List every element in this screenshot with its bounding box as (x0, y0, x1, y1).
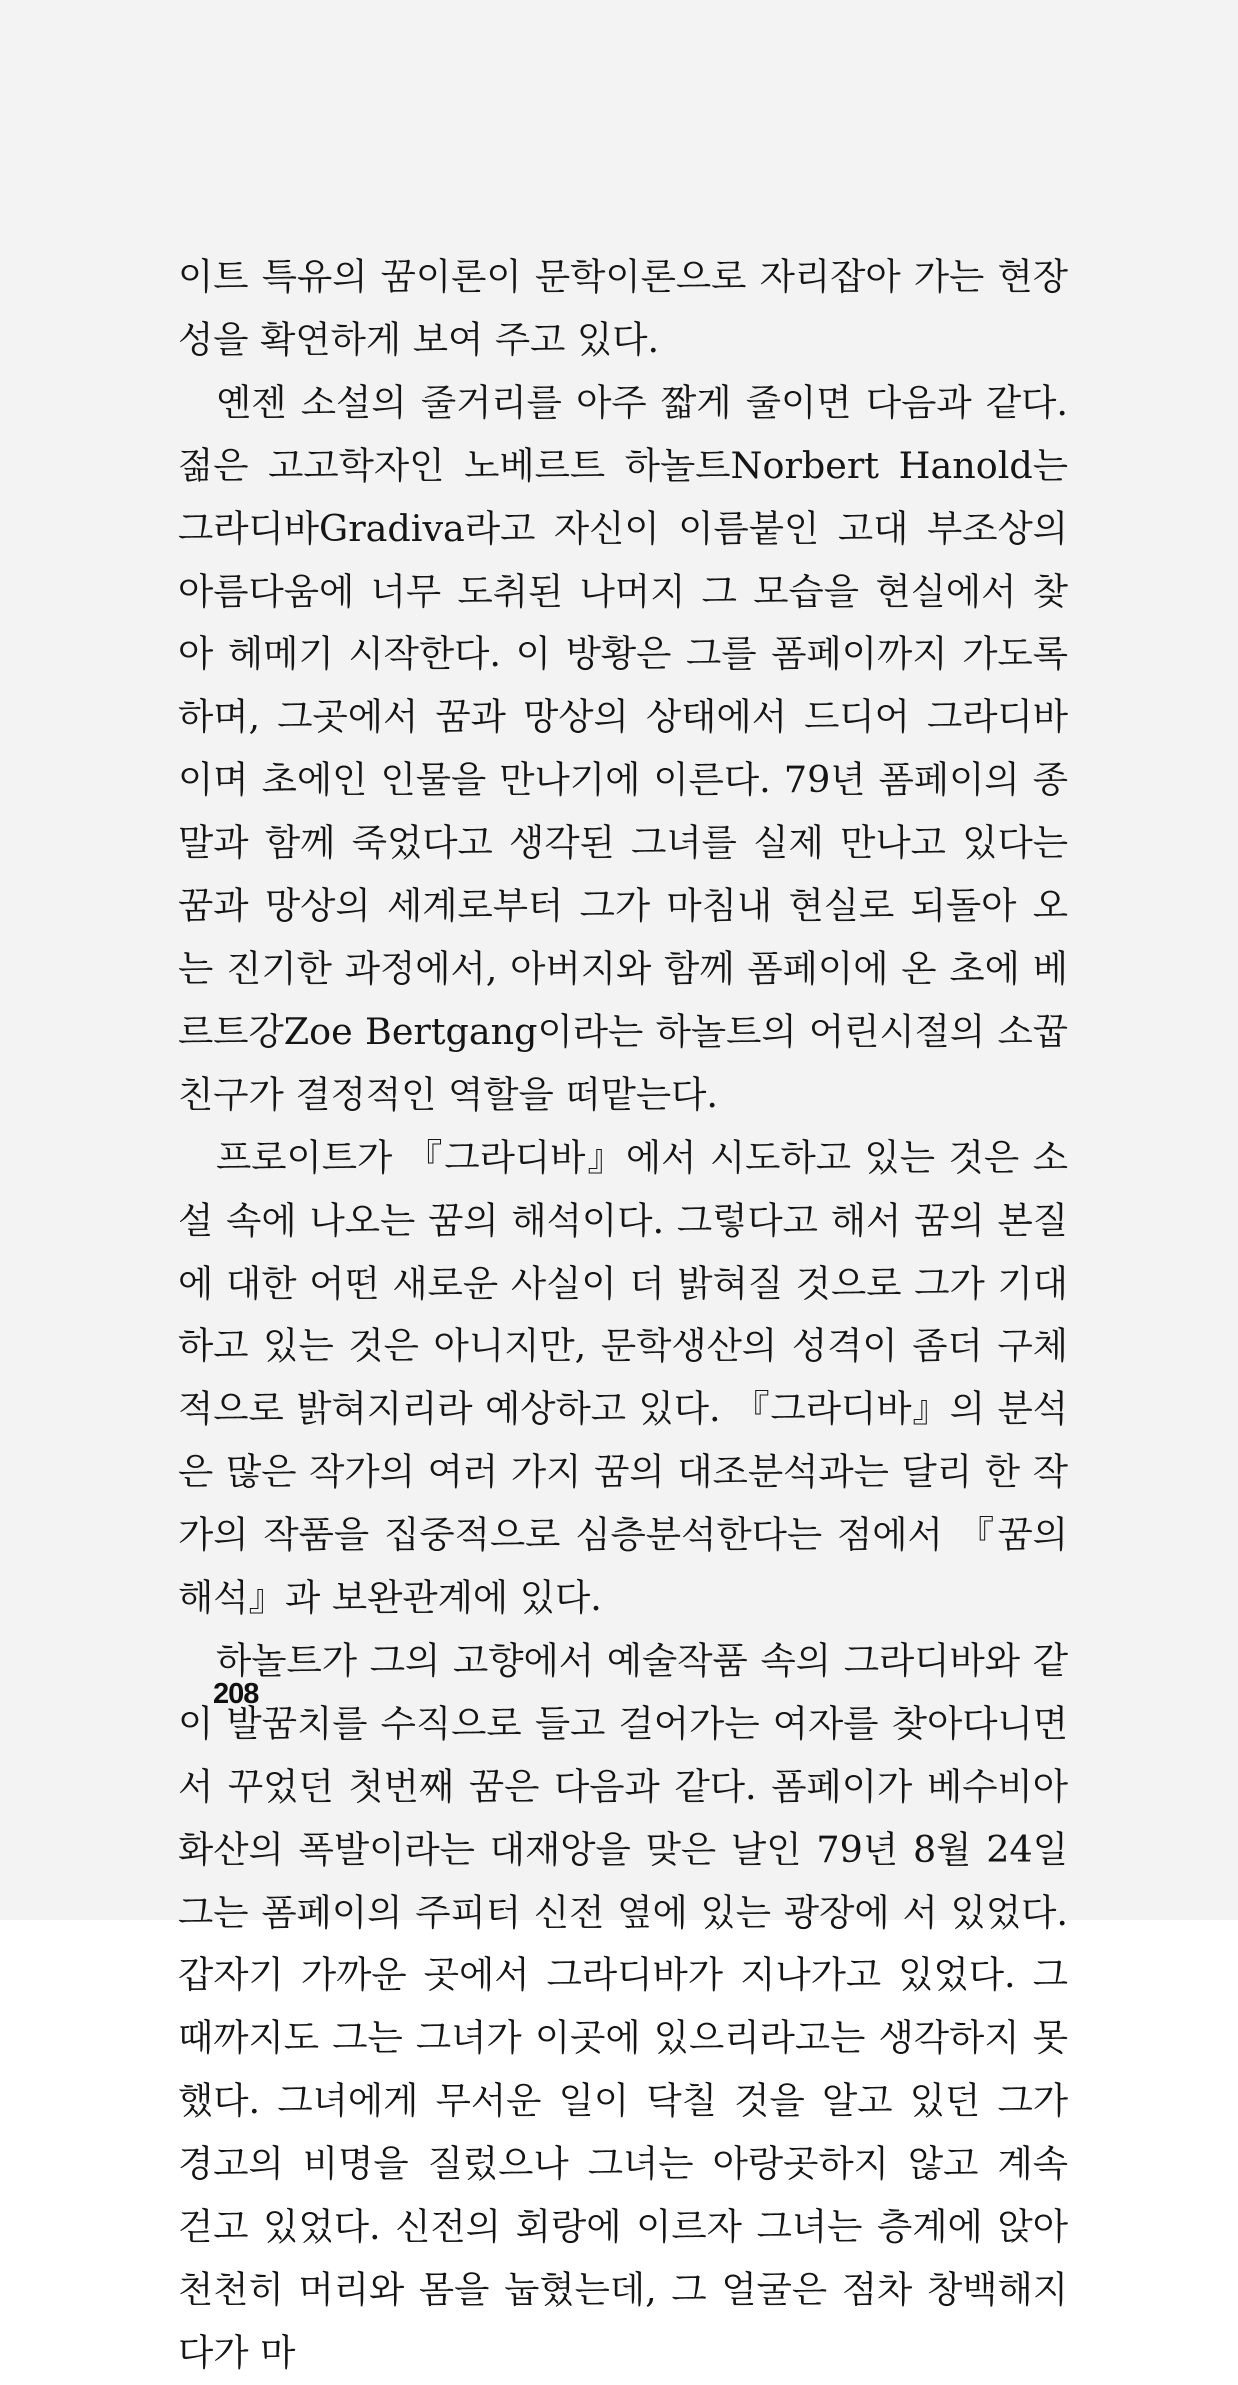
paragraph: 프로이트가 『그라디바』에서 시도하고 있는 것은 소설 속에 나오는 꿈의 해석이다. 그렇다고 해서 꿈의 본질에 대한 어떤 새로운 사실이 더 밝혀질 것으로 그가 기대하고 있는 것은 아니지만, 문학생산의 성격이 좀더 구체적으로 밝혀지리라 예상하고 있다. 『그라디바』의 분석은 많은 작가의 여러 가지 꿈의 대조분석과는 달리 한 작가의 작품을 집중적으로 심층분석한다는 점에서 『꿈의 해석』과 보완관계에 있다. (178, 1135, 1068, 1620)
paragraph-continued: 이트 특유의 꿈이론이 문학이론으로 자리잡아 가는 현장성을 확연하게 보여 주고 있다. (178, 255, 1068, 361)
page-number: 208 (213, 1678, 259, 1710)
body-text (178, 246, 1068, 2385)
paragraph: 하놀트가 그의 고향에서 예술작품 속의 그라디바와 같이 발꿈치를 수직으로 들고 걸어가는 여자를 찾아다니면서 꾸었던 첫번째 꿈은 다음과 같다. 폼페이가 베수비아 화산의 폭발이라는 대재앙을 맞은 날인 79년 8월 24일 그는 폼페이의 주피터 신전 옆에 있는 광장에 서 있었다. 갑자기 가까운 곳에서 그라디바가 지나가고 있었다. 그때까지도 그는 그녀가 이곳에 있으리라고는 생각하지 못했다. 그녀에게 무서운 일이 닥칠 것을 알고 있던 그가 경고의 비명을 질렀으나 그녀는 아랑곳하지 않고 계속 걷고 있었다. 신전의 회랑에 이르자 그녀는 층계에 앉아 천천히 머리와 몸을 눕혔는데, 그 얼굴은 점차 창백해지다가 마 (178, 1638, 1068, 2374)
paragraph: 옌젠 소설의 줄거리를 아주 짧게 줄이면 다음과 같다. 젊은 고고학자인 노베르트 하놀트Norbert Hanold는 그라디바Gradiva라고 자신이 이름붙인 고대 부조상의 아름다움에 너무 도취된 나머지 그 모습을 현실에서 찾아 헤메기 시작한다. 이 방황은 그를 폼페이까지 가도록 하며, 그곳에서 꿈과 망상의 상태에서 드디어 그라디바이며 초에인 인물을 만나기에 이른다. 79년 폼페이의 종말과 함께 죽었다고 생각된 그녀를 실제 만나고 있다는 꿈과 망상의 세계로부터 그가 마침내 현실로 되돌아 오는 진기한 과정에서, 아버지와 함께 폼페이에 온 초에 베르트강Zoe Bertgang이라는 하놀트의 어린시절의 소꿉친구가 결정적인 역할을 떠맡는다. (178, 380, 1068, 1116)
